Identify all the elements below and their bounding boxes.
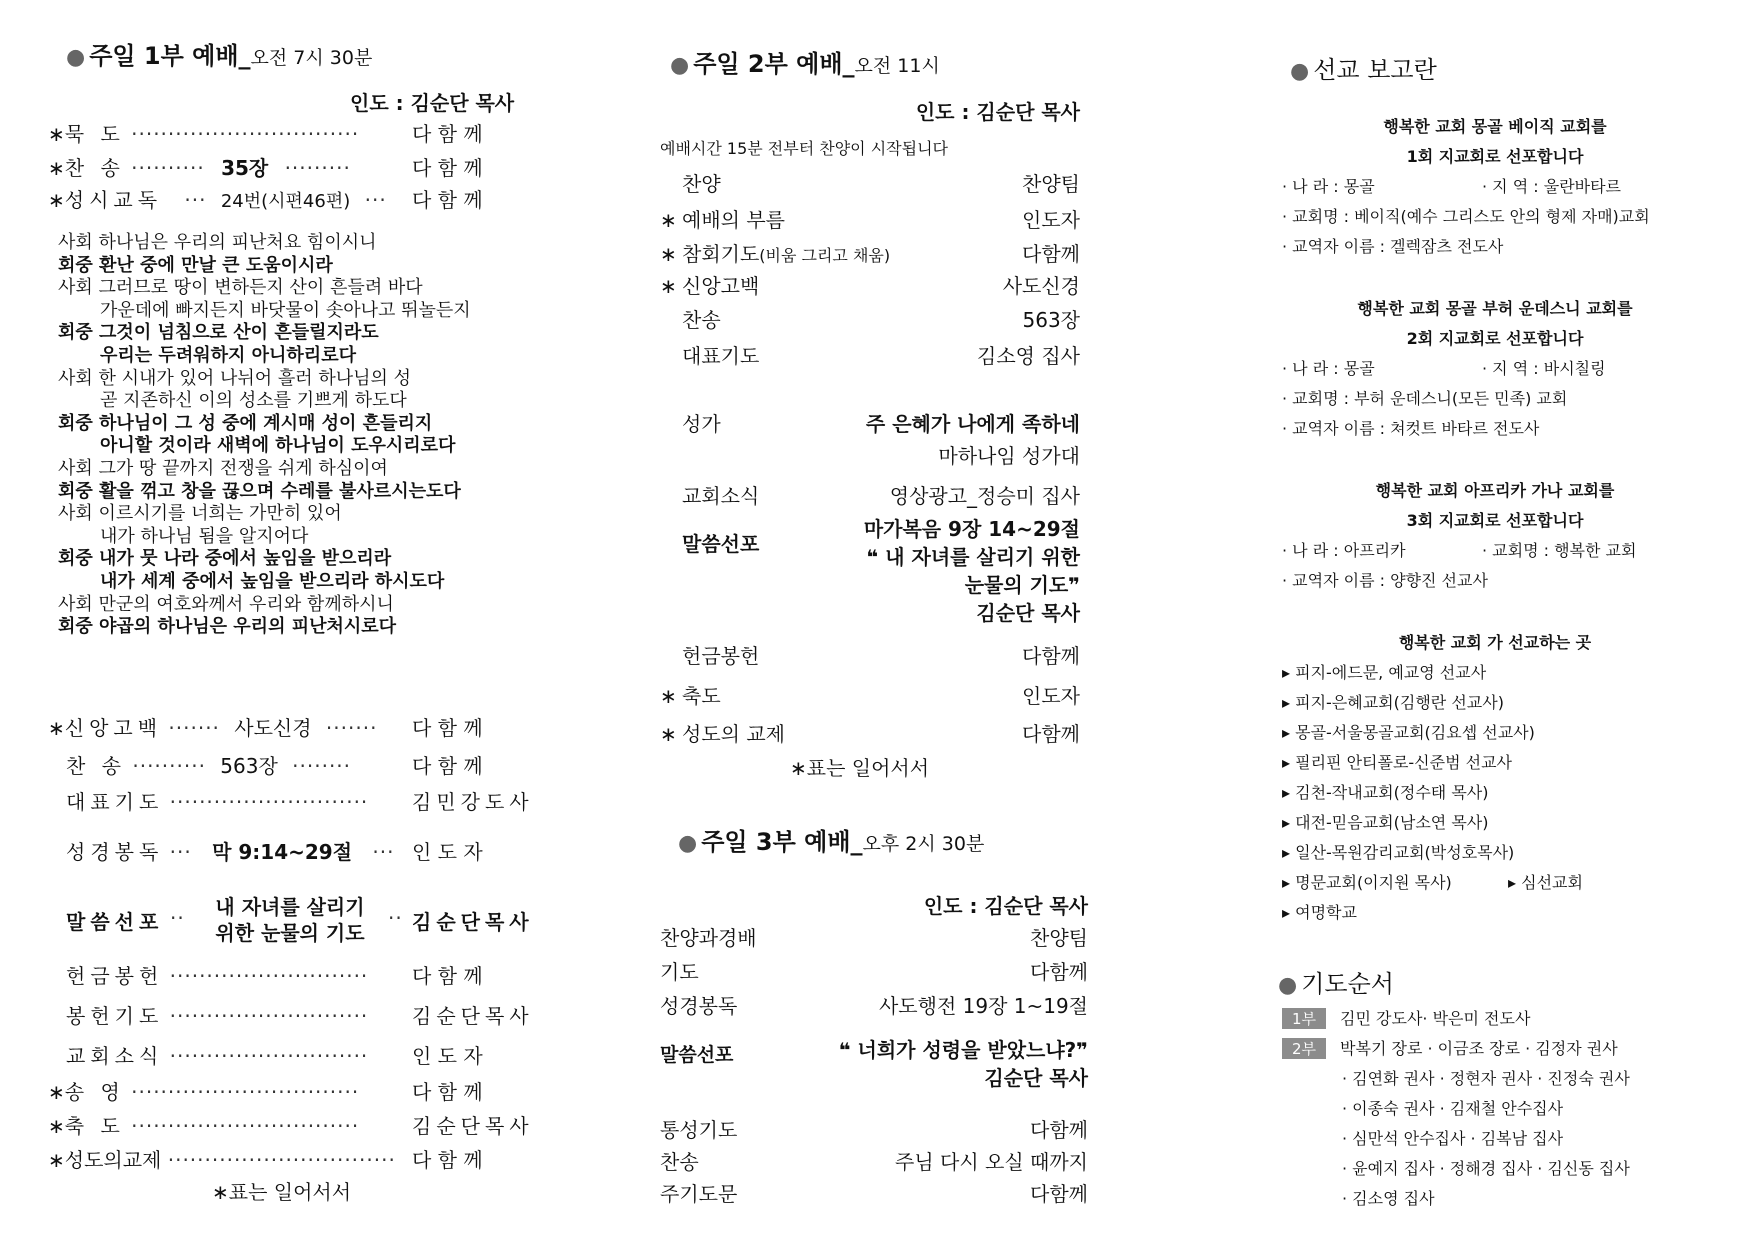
report-title: 행복한 교회 몽골 부허 운데스니 교회를 [1357,299,1633,318]
reading-line: 회중 환난 중에 만날 큰 도움이시라 [58,254,333,276]
order-name: 성경봉독 [660,994,738,1018]
sermon-block: ❝ 너희가 성령을 받았느냐?❞ 김순단 목사 [838,1038,1088,1090]
service-title-text: 주일 3부 예배_ [701,828,863,856]
bullet-icon: ● [670,53,690,78]
report-title: 행복한 교회 몽골 베이직 교회를 [1383,117,1607,136]
mission-list-item: ▸ 일산-목원감리교회(박성호목사) [1282,843,1515,862]
sermon-block: 마가복음 9장 14~29절 ❝ 내 자녀를 살리기 위한 눈물의 기도❞ 김순단 목사 [863,517,1080,625]
bullet-icon: ● [678,831,698,856]
dots: ·· [170,906,185,930]
mission-list-item: ▸ 피지-은혜교회(김행란 선교사) [1282,693,1504,712]
reading-line: 회중 하나님이 그 성 중에 계시매 성이 흔들리지 [58,412,433,434]
reading-line: 사회 이르시기를 너희는 가만히 있어 [58,503,342,525]
order-row: 봉헌기도 ··························· 김순단목사 [66,1004,534,1028]
mission-list-item: ▸ 피지-에드문, 예교영 선교사 [1282,663,1487,682]
prayer-names: · 이종숙 권사 · 김재철 안수집사 [1342,1099,1564,1118]
prayer-row [1342,1156,1630,1179]
order-name: 찬송 [660,1150,699,1174]
mission-list-item: ▸ 대전-믿음교회(남소연 목사) [1282,813,1489,832]
report-line: · 교역자 이름 : 겔렉잠츠 전도사 [1282,237,1504,256]
star-mark: ∗ [660,208,677,232]
order-value: 찬양팀 [1022,172,1080,196]
leader: 인도 : 김순단 목사 [915,100,1080,124]
reading-line: 아니할 것이라 새벽에 하나님이 도우시리로다 [100,435,456,457]
order-row [660,680,1080,709]
sermon-label: 말씀선포 [66,910,164,934]
order-value: 다함께 [1022,644,1080,668]
reading-line: 사회 만군의 여호와께서 우리와 함께하시니 [58,593,394,615]
order-name: 축도 [682,684,721,708]
service-2-title [670,44,940,79]
order-name: 성도의 교제 [682,722,785,746]
leader: 인도 : 김순단 목사 [923,894,1088,918]
report-line: · 지 역 : 바시칠링 [1482,359,1606,378]
report-line: · 나 라 : 아프리카 [1282,541,1406,560]
order-row: ∗축 도 ······························· 김순단목사 [48,1114,534,1138]
star-mark: ∗ [660,722,677,746]
order-row: 성경봉독 ··· 막 9:14~29절 ··· 인 도 자 [66,840,483,864]
order-name: 참회기도 [682,242,760,266]
order-name: 찬송 [682,308,721,332]
report-line: · 나 라 : 몽골 [1282,359,1375,378]
order-value: 사도신경 [1002,274,1080,298]
order-value: 인도자 [1022,208,1080,232]
mission-list-item: ▸ 여명학교 [1282,903,1357,922]
star-mark: ∗ [660,242,677,266]
reading-line: 사회 그러므로 땅이 변하든지 산이 흔들려 바다 [58,277,423,299]
report-line: · 교회명 : 부허 운데스니(모든 민족) 교회 [1282,389,1568,408]
reading-line: 회중 야곱의 하나님은 우리의 피난처시로다 [58,616,397,638]
prayer-row [1342,1126,1563,1149]
choir-name: 마하나임 성가대 [938,444,1080,468]
order-value: 다함께 [1030,1182,1088,1206]
order-value: 다함께 [1030,960,1088,984]
reading-line: 내가 하나님 됨을 알지어다 [100,525,309,547]
order-value: 주님 다시 오실 때까지 [895,1150,1088,1174]
order-row: ∗묵 도 ······························· 다 함 께 [48,122,483,146]
service-3-title [678,822,984,857]
order-name: 헌금봉헌 [682,644,760,668]
prayer-names: 김민 강도사· 박은미 전도사 [1340,1009,1531,1028]
mission-list-item: ▸ 김천-작내교회(정수태 목사) [1282,783,1489,802]
star-mark: ∗ [660,274,677,298]
order-row: ∗신앙고백 ······· 사도신경 ······· 다 함 께 [48,716,483,740]
prayer-row [1342,1096,1563,1119]
order-value: 563장 [1022,308,1080,332]
prayer-names: · 윤예지 집사 · 정해경 집사 · 김신동 집사 [1342,1159,1630,1178]
order-value: 다함께 [1022,242,1080,266]
service-time: 오전 11시 [854,55,940,77]
report-subtitle: 2회 지교회로 선포합니다 [1406,329,1584,348]
order-row: 헌금봉헌 ··························· 다 함 께 [66,964,483,988]
choir-song: 주 은혜가 나에게 족하네 [865,412,1080,436]
prayer-names: · 심만석 안수집사 · 김복남 집사 [1342,1129,1564,1148]
order-row [660,168,1080,197]
bullet-icon: ● [66,45,86,70]
prayer-names: · 김연화 권사 · 정현자 권사 · 진정숙 권사 [1342,1069,1630,1088]
prayer-row [1282,1036,1618,1059]
prayer-names: 박복기 장로 · 이금조 장로 · 김정자 권사 [1340,1039,1618,1058]
dots: ·· [388,906,403,930]
reading-line: 내가 세계 중에서 높임을 받으리라 하시도다 [100,570,445,592]
service-1-title [66,36,372,71]
reading-line: 회중 그것이 넘침으로 산이 흔들릴지라도 [58,322,379,344]
reading-line: 사회 한 시내가 있어 나뉘어 흘러 하나님의 성 [58,367,412,389]
service-time: 오후 2시 30분 [862,833,985,855]
sermon-label: 말씀선포 [660,1044,734,1066]
service-tag: 1부 [1282,1008,1326,1029]
order-row: ∗찬 송 ·········· 35장 ········· 다 함 께 [48,156,483,180]
reading-line: 사회 하나님은 우리의 피난처요 힘이시니 [58,232,377,253]
order-row [660,304,1080,333]
reading-line: 우리는 두려워하지 아니하리로다 [100,344,356,366]
mission-list-item: ▸ 심선교회 [1508,873,1583,892]
responsive-reading [58,232,471,639]
sermon-preacher: 김순단목사 [412,910,534,934]
order-row: 교회소식 ··························· 인 도 자 [66,1044,483,1068]
order-value: 영상광고_정승미 집사 [889,484,1080,508]
report-line: · 교회명 : 베이직(예수 그리스도 안의 형제 자매)교회 [1282,207,1650,226]
report-line: · 지 역 : 울란바타르 [1482,177,1622,196]
report-subtitle: 1회 지교회로 선포합니다 [1406,147,1584,166]
sermon-label: 말씀선포 [682,532,760,556]
order-name: 찬양 [682,172,721,196]
order-row [660,640,1080,669]
reading-line: 가운데에 빠지든지 바닷물이 솟아나고 뛰놀든지 [100,299,471,321]
prayer-row [1342,1186,1435,1209]
mission-list-item: ▸ 명문교회(이지원 목사) [1282,873,1452,892]
order-row [660,204,1080,233]
service-title-text: 주일 1부 예배_ [89,42,251,70]
order-row: ∗성도의교제 ······························· 다 함 께 [48,1148,483,1172]
reading-line: 회중 활을 꺾고 창을 끊으며 수레를 불사르시는도다 [58,480,461,502]
report-line: · 교회명 : 행복한 교회 [1482,541,1637,560]
prayer-order-title: ● 기도순서 [1278,970,1394,998]
report-line: · 교역자 이름 : 양향진 선교사 [1282,571,1488,590]
prayer-row [1342,1066,1630,1089]
order-row [660,238,1080,267]
service-time: 오전 7시 30분 [250,47,373,69]
order-name: 주기도문 [660,1182,738,1206]
mission-list-item: ▸ 몽골-서울몽골교회(김요셉 선교사) [1282,723,1535,742]
order-name: 교회소식 [682,484,760,508]
reading-line: 회중 내가 뭇 나라 중에서 높임을 받으리라 [58,548,392,570]
bullet-icon: ● [1290,59,1310,84]
mission-report-title: ● 선교 보고란 [1290,56,1437,84]
sermon-title: 내 자녀를 살리기 위한 눈물의 기도 [215,895,365,945]
footnote: ∗표는 일어서서 [212,1180,352,1204]
order-value: 찬양팀 [1030,926,1088,950]
reading-line: 곧 지존하신 이의 성소를 기쁘게 하도다 [100,390,407,412]
order-row: 대표기도 ··························· 김민강도사 [66,790,534,814]
order-name: 찬양과경배 [660,926,757,950]
report-line: · 나 라 : 몽골 [1282,177,1375,196]
order-name: 기도 [660,960,699,984]
order-name: 예배의 부름 [682,208,785,232]
report-line: · 교역자 이름 : 쳐컷트 바타르 전도사 [1282,419,1540,438]
order-value: 다함께 [1030,1118,1088,1142]
order-note: (비움 그리고 채움) [759,246,891,265]
star-mark: ∗ [660,684,677,708]
report-title: 행복한 교회 아프리카 가나 교회를 [1375,481,1615,500]
order-name: 통성기도 [660,1118,738,1142]
order-value: 김소영 집사 [977,344,1080,368]
mission-list-title: 행복한 교회 가 선교하는 곳 [1398,633,1592,652]
prayer-row [1282,1006,1530,1029]
footnote: ∗표는 일어서서 [790,756,930,780]
leader: 인도 : 김순단 목사 [350,91,515,115]
order-row: ∗성시교독 ··· 24번(시편46편) ··· 다 함 께 [48,188,483,212]
bullet-icon: ● [1278,973,1298,998]
notice: 예배시간 15분 전부터 찬양이 시작됩니다 [660,139,948,158]
order-value: 다함께 [1022,722,1080,746]
order-name: 대표기도 [682,344,760,368]
order-row: ∗송 영 ······························· 다 함 께 [48,1080,483,1104]
order-name: 성가 [682,412,721,436]
prayer-names: · 김소영 집사 [1342,1189,1435,1208]
order-row: 찬 송 ·········· 563장 ········ 다 함 께 [66,754,483,778]
report-subtitle: 3회 지교회로 선포합니다 [1406,511,1584,530]
mission-list-item: ▸ 필리핀 안티폴로-신준범 선교사 [1282,753,1512,772]
order-row [660,718,1080,747]
service-title-text: 주일 2부 예배_ [693,50,855,78]
reading-line: 사회 그가 땅 끝까지 전쟁을 쉬게 하심이여 [58,457,388,479]
service-tag: 2부 [1282,1038,1326,1059]
order-value: 인도자 [1022,684,1080,708]
order-value: 사도행전 19장 1~19절 [878,994,1088,1018]
order-name: 신앙고백 [682,274,760,298]
